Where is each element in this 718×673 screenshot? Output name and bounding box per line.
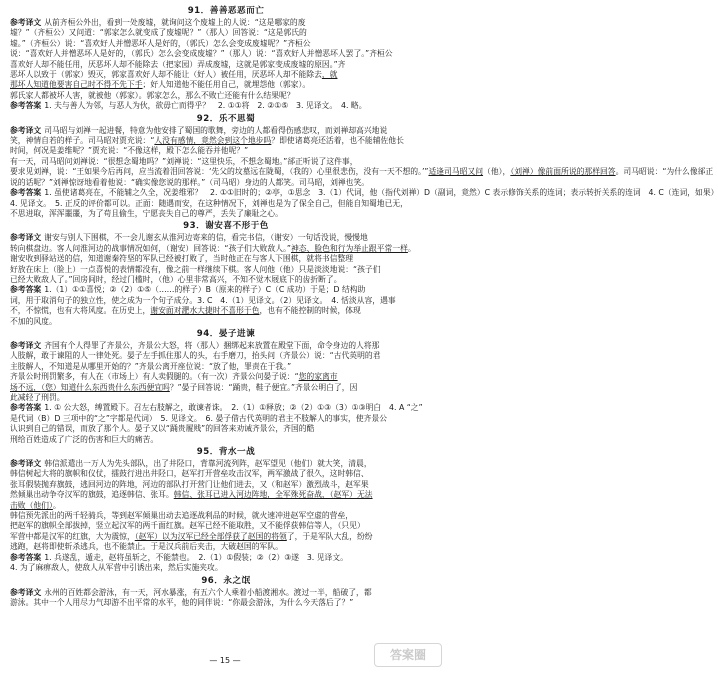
underlined-text: 击败（他们） xyxy=(10,500,53,510)
text-line xyxy=(10,39,442,49)
text-segment: ？即使诸葛亮还活着，也不能辅佐他长 xyxy=(271,136,404,146)
answer-label: 参考译文 xyxy=(10,18,42,27)
underlined-text: 谢安面对淝水大捷时不喜形于色 xyxy=(150,306,260,316)
text-line xyxy=(10,70,442,80)
underlined-text: （刘禅）像前面所说的那样回答 xyxy=(510,167,616,177)
underlined-text: 人没有感情，竟然会到这个地步吗 xyxy=(154,136,272,146)
text-segment: 齐景公时刑罚繁多，有人在（市场上）有人卖假腿的。（有一次）齐景公问晏子说：“ xyxy=(10,372,299,382)
text-line xyxy=(10,372,442,382)
underlined-text: （赵军）以为汉军已经全部俘获了赵国的将领 xyxy=(134,531,287,541)
text-segment: 人肢解，敢于谏阻的人一律处死。晏子左手抓住那人的头，右手磨刀，抬头问（齐景公）说：“古代英明的君 xyxy=(10,351,381,361)
text-segment: 张耳假装抛弃旗鼓，逃回河边的阵地，河边的部队打开营门让他们进去，又（和赵军）激烈战斗，赵军果 xyxy=(10,479,369,489)
section-title: 93．谢安喜不形于色 xyxy=(183,221,269,232)
text-segment: 不，不惊慌，也有大将风度。在历史上， xyxy=(10,306,151,316)
text-line xyxy=(10,459,442,469)
text-segment: 司马昭与刘禅一起进餐，特意为他安排了蜀国的歌舞，旁边的人都看得伤感悲叹，而刘禅却高兴地说 xyxy=(44,125,388,135)
text-segment: 。 xyxy=(407,243,416,253)
text-line xyxy=(10,209,442,219)
section-title: 91．善善恶恶而亡 xyxy=(187,6,265,16)
text-segment: （他）， xyxy=(483,167,511,177)
text-line xyxy=(10,490,442,500)
text-line xyxy=(10,469,442,479)
text-line xyxy=(10,383,442,393)
text-line xyxy=(10,362,442,372)
text-segment: 不加的风度。 xyxy=(10,316,57,326)
text-line xyxy=(10,521,442,531)
underlined-text: 您的家离市 xyxy=(298,372,338,382)
text-segment: ，也有不能控制的时候，体现 xyxy=(259,306,361,316)
section-title: 92．乐不思蜀 xyxy=(196,113,256,124)
underlined-text: 适逢司马昭又问 xyxy=(428,167,484,177)
text-line xyxy=(10,146,442,156)
text-line xyxy=(10,480,442,490)
text-line xyxy=(10,588,442,598)
text-segment: 。 xyxy=(52,500,61,510)
text-segment: 4. 为了麻痹敌人，使敌人从军营中引诱出来，然后实施夹攻。 xyxy=(10,563,223,573)
text-segment: 认识到自己的错误，而放了那个人。晏子又以“踊贵履贱”的回答来劝诫齐景公，齐国的酷 xyxy=(10,424,315,434)
text-line xyxy=(10,435,442,445)
underlined-text: ，就 xyxy=(321,70,338,80)
text-segment: 不思进取，浑浑噩噩，为了苟且偷生，宁愿丧失自己的尊严，丢失了廉耻之心。 xyxy=(10,208,283,218)
answer-label: 参考译文 xyxy=(10,587,42,597)
text-segment: 说的话呢？”刘禅惊讶地看着他说：“确实像您说的那样。”（司马昭）身边的人都笑。司马昭，刘禅也笑。 xyxy=(10,177,370,187)
answer-label: 参考答案 xyxy=(10,403,42,413)
text-segment: 谢安与别人下围棋，不一会儿谢玄从淮河边寄来的信，看完书信，（谢安）一句话没说，慢慢地 xyxy=(44,233,368,243)
text-line xyxy=(10,532,442,542)
text-line xyxy=(10,275,442,285)
text-line xyxy=(10,233,442,243)
text-line xyxy=(10,542,442,552)
underlined-text: 神态、脸色和行为举止跟平常一样 xyxy=(290,243,408,253)
text-segment: 刑给百姓造成了广泛的伤害和巨大的痛苦。 xyxy=(10,434,159,444)
text-segment: 从前齐桓公外出，看到一处废墟，就询问这个废墟上的人说：“这是哪家的废 xyxy=(44,18,306,27)
text-segment: 墟。”（齐桓公）说：“喜欢好人并憎恶坏人是好的，（郭氏）怎么会变成废墟呢？”齐桓公 xyxy=(10,38,311,48)
answer-label: 参考答案 xyxy=(10,101,42,111)
text-line xyxy=(10,296,442,306)
text-line xyxy=(10,244,442,254)
text-segment: 齐国有个人得罪了齐景公，齐景公大怒，将（那人）捆绑起来放置在殿堂下面，命令身边的人将那 xyxy=(44,340,380,350)
text-line xyxy=(10,126,442,136)
text-segment: 韩信预先派出的两千轻骑兵，等到赵军倾巢出动去追逐战利品的时候，就火速冲进赵军空虚的营垒， xyxy=(10,511,354,521)
text-segment: 好放在床上（脸上）一点喜悦的表情都没有，像之前一样继续下棋。客人问他（他）只是淡淡地说：“孩子们 xyxy=(10,264,381,274)
text-segment: 游泳。其中一个人用尽力气却游不出平常的水平，他的同伴说：“你最会游泳，为什么今天落后了？” xyxy=(10,597,354,607)
text-line xyxy=(10,317,442,327)
text-segment: 要求见刘禅，说：“王如果今后再问，应当流着泪回答说：‘先父的坟墓远在陇蜀，（我的）心里很悲伤，没有一天不想的。’” xyxy=(10,167,429,177)
underlined-text: 韩信、张耳已进入河边阵地，全军殊死奋战，（赵军）无法 xyxy=(173,490,373,500)
text-line xyxy=(10,80,442,90)
text-line xyxy=(10,403,442,413)
text-line xyxy=(10,136,442,146)
text-segment: 谢安收到驿站送的信，知道谢秦符坚的军队已经被打败了，当时他正在与客人下围棋，就将书信整理 xyxy=(10,254,354,264)
text-segment: 墟？”（齐桓公）又问道：“郭家怎么就变成了废墟呢？”（那人）回答说：“这是郭氏的 xyxy=(10,28,307,38)
text-line xyxy=(10,49,442,59)
text-line xyxy=(10,563,442,573)
text-segment: 已经大败敌人了。”回房间时，经过门槛时，（他）心里非常高兴，不知不觉木屐底下的齿折断了。 xyxy=(10,274,342,284)
text-segment: 1. ① 公大怒，缚置殿下。召左右肢解之，敢谏者诛。 2.（1）①释放；②（2）①③（3）①③明白 4. A “之” xyxy=(44,403,423,413)
text-line xyxy=(10,167,714,177)
text-segment: 1. 兵遂乱，遁走，赵将虽斩之，不能禁也。 2.（1）①假装；②（2）③遂 3. 见译文。 xyxy=(44,552,348,562)
text-segment: 转向棋盘边。客人问淮河边的战事情况如何，（谢安）回答说：“孩子们大败敌人。” xyxy=(10,243,291,253)
text-segment: 了，于是军队大乱，纷纷 xyxy=(286,531,373,541)
text-segment: 此减轻了刑罚。 xyxy=(10,393,65,402)
text-line xyxy=(10,306,442,316)
text-line xyxy=(10,424,442,434)
section-title: 96．永之氓 xyxy=(201,575,251,586)
text-segment: 1. 虽使诸葛亮在，不能辅之久全，况姜维邪？ 2. ①①旧时的；②亭，①思念 3.（1）代词，他（指代刘禅）D（副词，竟然）C 表示修饰关系的连词；表示转折关系的连词 4. C（连词，如果） xyxy=(44,188,718,198)
page-number: — 15 — xyxy=(209,656,241,665)
answer-label: 参考答案 xyxy=(10,552,42,562)
text-line xyxy=(10,101,442,111)
text-line xyxy=(10,60,442,70)
section-title: 94．晏子进谏 xyxy=(196,328,256,339)
text-line xyxy=(10,414,442,424)
answer-label: 参考答案 xyxy=(10,285,42,295)
text-line xyxy=(10,351,442,361)
text-segment: 1.（1）①①喜悦；②（2）①⑤（……的样子）B（原来的样子）C（C 成功）于是；D 结构助 xyxy=(44,285,366,295)
underlined-text: 场不远，（您）知道什么东西贵什么东西便宜吗 xyxy=(10,382,170,392)
text-line xyxy=(10,598,442,608)
text-segment: ；好人知道他不能任用自己，就埋怨他（郭家）。 xyxy=(142,80,311,90)
text-line xyxy=(10,265,442,275)
watermark-logo: 答案圈 xyxy=(374,643,442,667)
underlined-text: 那坏人知道他要害自己时不得不先下手 xyxy=(10,80,143,90)
text-line xyxy=(10,28,442,38)
text-segment: 。司马昭说：“为什么像郤正 xyxy=(615,167,714,177)
text-segment: ？”晏子回答说：“踊贵，鞋子便宜。”齐景公明白了，因 xyxy=(169,382,358,392)
text-segment: 有一天，司马昭问刘禅说：“很想念蜀地吗？”刘禅说：“这里快乐，不想念蜀地。”郤正听说了这件事， xyxy=(10,156,358,166)
text-line xyxy=(10,199,442,209)
text-line xyxy=(10,91,442,101)
text-segment: 笑，神情自若的样子。司马昭对贾充说：“ xyxy=(10,136,155,146)
text-line xyxy=(10,157,442,167)
text-line xyxy=(10,188,718,198)
text-segment: 时间，何况是姜维呢？”贾充说：“不像这样，殿下怎么能吞并他呢？” xyxy=(10,146,249,156)
text-segment: 逃跑，赵将即使斩杀逃兵，也不能禁止。于是汉兵前后夹击，大破赵国的军队。 xyxy=(10,542,283,552)
text-line xyxy=(10,285,442,295)
text-segment: 郭氏家人都被坏人害，就被他（郭家）。郭家怎么，那么不败亡还能有什么结果呢？ xyxy=(10,90,295,100)
text-line xyxy=(10,511,442,521)
text-line xyxy=(10,18,442,28)
text-line xyxy=(10,254,442,264)
text-segment: 主肢解人，不知道是从哪里开始的？”齐景公离开座位说：“放了他，罪责在于我。” xyxy=(10,361,292,371)
text-segment: 韩信树起大将的旗帜和仪仗，擂鼓行进出井陉口，赵军打开营垒攻击汉军，两军激战了很久，这时韩信、 xyxy=(10,469,369,479)
text-segment: 是代词（B）D 三项中的“之”字都是代词） 5. 见译文。 6. 晏子借古代英明的君主不肢解人的事实，使齐景公 xyxy=(10,413,388,423)
text-segment: 永州的百姓都会游泳，有一天，河水暴涨，有五六个人乘着小船渡湘水。渡过一半，船破了，都 xyxy=(44,587,372,597)
text-segment: 军营中都是汉军的红旗，大为震惊， xyxy=(10,531,135,541)
text-segment: 把赵军的旗帜全部拔掉，竖立起汉军的两千面红旗。赵军已经不能取胜，又不能俘获韩信等人，（只见） xyxy=(10,521,365,531)
section-title: 95．背水一战 xyxy=(196,447,256,458)
answer-label: 参考答案 xyxy=(10,188,42,198)
document-body xyxy=(10,5,718,608)
text-line xyxy=(10,501,442,511)
text-segment: 然倾巢出动争夺汉军的旗鼓，追逐韩信、张耳。 xyxy=(10,490,174,500)
answer-label: 参考译文 xyxy=(10,340,42,350)
text-segment: 说：“喜欢好人并憎恶坏人是好的，（郭氏）怎么会变成废墟？”（那人）说：“喜欢好人并憎恶坏人罢了。”齐桓公 xyxy=(10,49,393,59)
answer-label: 参考译文 xyxy=(10,125,42,135)
text-line xyxy=(10,341,442,351)
text-segment: 恶坏人以致于（郭家）毁灭，郭家喜欢好人却不能让（好人）被任用，厌恶坏人却不能除去 xyxy=(10,70,322,80)
text-line xyxy=(10,178,442,188)
text-segment: 词，用于取消句子的独立性，使之成为一个句子成分。3. C 4.（1）见译文。（2）见译文。 4. 恬淡从容，遇事 xyxy=(10,295,396,305)
text-segment: 喜欢好人却不能任用，厌恶坏人却不能除去（把家园）弄成废墟，这就是郭家变成废墟的原因。”齐 xyxy=(10,59,346,69)
answer-label: 参考译文 xyxy=(10,459,42,469)
text-line xyxy=(10,393,442,403)
answer-label: 参考译文 xyxy=(10,233,42,243)
text-segment: 韩信派遣出一万人为先头部队，出了井陉口，背靠河流列阵，赵军望见（他们）就大笑，清晨， xyxy=(44,459,372,469)
text-segment: 1. 夫与善人为邻，与恶人为伙，欲毋亡而得乎？ 2. ①①将 2. ②①⑤ 3. 见译文。 4. 略。 xyxy=(44,101,367,111)
text-segment: 4. 见译文。 5. 正反的评价都可以。正面：随遇而安，在这种情况下，刘禅也是为了保全自己，但能自知蜀地已无， xyxy=(10,198,408,208)
text-line xyxy=(10,553,442,563)
